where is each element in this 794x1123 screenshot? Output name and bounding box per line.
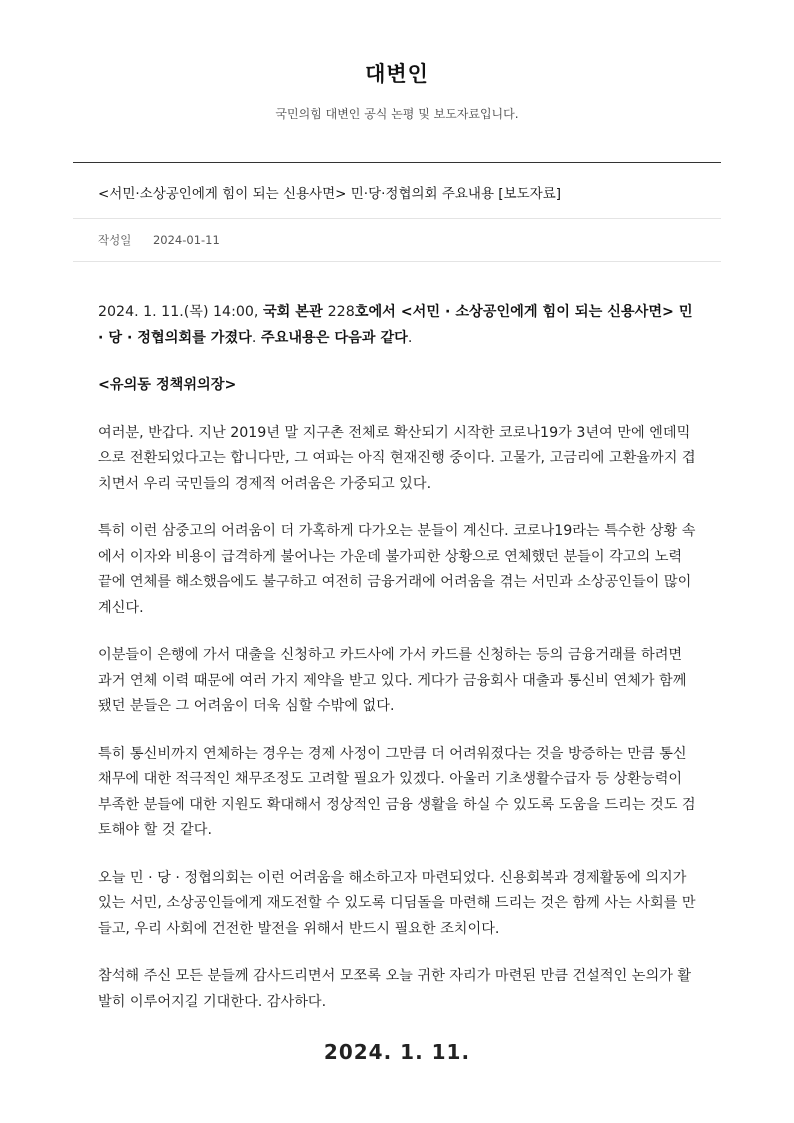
article-body — [98, 300, 698, 1015]
body-paragraph: 여러분, 반갑다. 지난 2019년 말 지구촌 전체로 확산되기 시작한 코로나19가 3년여 만에 엔데믹으로 전환되었다고는 합니다만, 그 여파는 아직 현재진행 중이다. 고물가, 고금리에 고환율까지 겹치면서 우리 국민들의 경제적 어려움은 가중되고 있다. — [98, 424, 696, 492]
intro-bold-3: 주요내용은 다음과 같다 — [260, 329, 408, 346]
meta-date-value: 2024-01-11 — [152, 233, 220, 247]
site-title: 대변인 — [365, 62, 429, 86]
body-paragraph: 오늘 민 · 당 · 정협의회는 이런 어려움을 해소하고자 마련되었다. 신용회복과 경제활동에 의지가 있는 서민, 소상공인들에게 재도전할 수 있도록 디딤돌을 마련해 드리는 것은 함께 사는 사회를 만들고, 우리 사회에 건전한 발전을 위해서 반드시 필요한 조치이다. — [98, 869, 696, 937]
intro-text-1: 2024. 1. 11.(목) 14:00, — [98, 304, 263, 320]
intro-text-3: . — [251, 329, 261, 346]
body-paragraph: 특히 통신비까지 연체하는 경우는 경제 사정이 그만큼 더 어려워졌다는 것을 방증하는 만큼 통신 채무에 대한 적극적인 채무조정도 고려할 필요가 있겠다. 아울러 기초생활수급자 등 상환능력이 부족한 분들에 대한 지원도 확대해서 정상적인 금융 생활을 하실 수 있도록 도움을 드리는 것도 검토해야 할 것 같다. — [98, 745, 696, 838]
post-meta — [98, 232, 220, 248]
body-paragraph: 참석해 주신 모든 분들께 감사드리면서 모쪼록 오늘 귀한 자리가 마련된 만큼 건설적인 논의가 활발히 이루어지길 기대한다. 감사하다. — [98, 968, 692, 1010]
intro-bold-1: 국회 본관 — [262, 304, 328, 320]
intro-paragraph — [98, 300, 698, 351]
intro-text-2: 228 — [327, 304, 355, 320]
meta-divider — [73, 261, 721, 262]
body-paragraph: 이분들이 은행에 가서 대출을 신청하고 카드사에 가서 카드를 신청하는 등의 금융거래를 하려면 과거 연체 이력 때문에 여러 가지 제약을 받고 있다. 게다가 금융회사 대출과 통신비 연체가 함께 됐던 분들은 그 어려움이 더욱 심할 수밖에 없다. — [98, 647, 687, 714]
footer-date: 2024. 1. 11. — [323, 1040, 471, 1064]
intro-bold-2: 호에서 <서민 · 소상공인에게 힘이 되는 신용사면> 민 · 당 · 정협의회를 가졌다 — [98, 304, 693, 346]
header-divider — [73, 162, 721, 163]
speaker-name: <유의동 정책위의장> — [98, 377, 237, 393]
speaker-heading — [98, 373, 698, 399]
title-divider — [73, 218, 721, 219]
meta-date-label: 작성일 — [98, 233, 132, 247]
intro-text-4: . — [407, 329, 413, 346]
body-paragraph: 특히 이런 삼중고의 어려움이 더 가혹하게 다가오는 분들이 계신다. 코로나19라는 특수한 상황 속에서 이자와 비용이 급격하게 불어나는 가운데 불가피한 상황으로 연체했던 분들이 각고의 노력 끝에 연체를 해소했음에도 불구하고 여전히 금융거래에 어려움을 겪는 서민과 소상공인들이 많이 계신다. — [98, 523, 696, 616]
post-title: <서민·소상공인에게 힘이 되는 신용사면> 민·당·정협의회 주요내용 [보도자료] — [98, 186, 562, 202]
site-subtitle: 국민의힘 대변인 공식 논평 및 보도자료입니다. — [275, 107, 519, 121]
